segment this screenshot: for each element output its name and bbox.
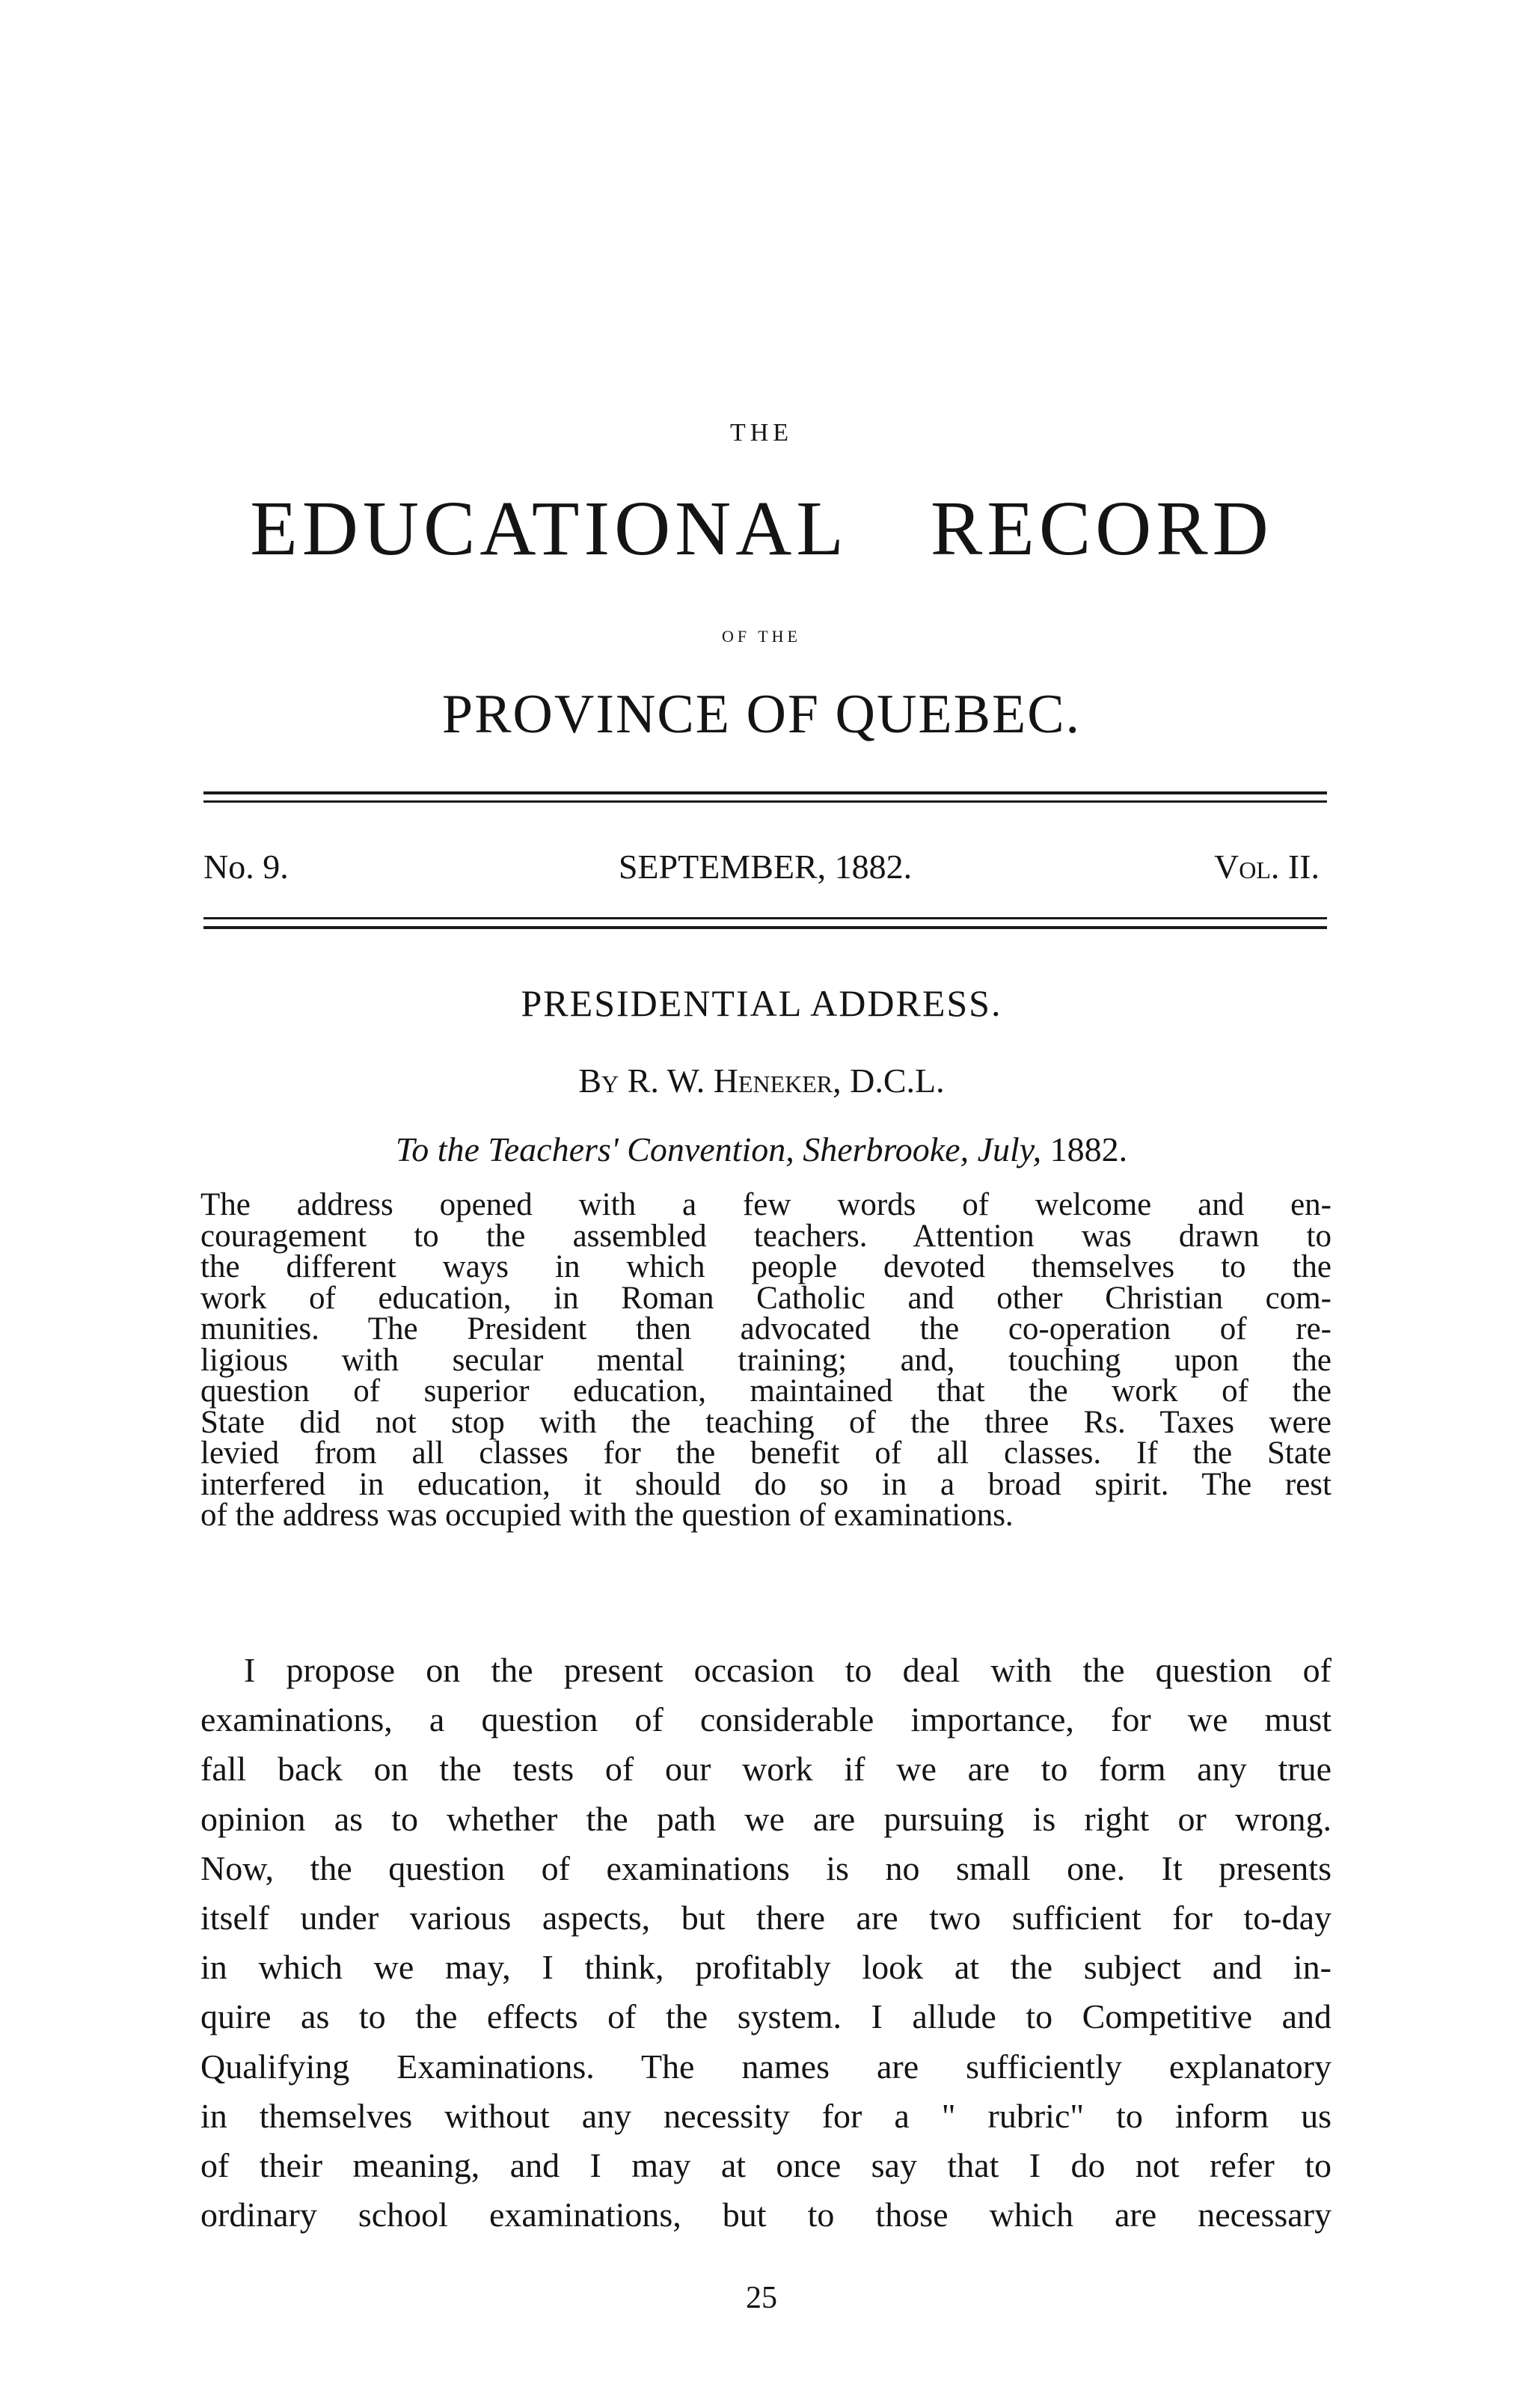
article-dedication bbox=[0, 1130, 1523, 1169]
issue-date: SEPTEMBER, 1882. bbox=[618, 848, 913, 886]
issue-volume: Vol. II. bbox=[1213, 848, 1320, 886]
dedication-year: 1882. bbox=[1049, 1130, 1128, 1168]
issue-number: No. 9. bbox=[203, 848, 289, 886]
body-line: ordinary school examinations, but to those which are necessary bbox=[200, 2196, 1332, 2234]
article-title: PRESIDENTIAL ADDRESS. bbox=[521, 982, 1002, 1024]
body-line: itself under various aspects, but there are two sufficient for to-day bbox=[200, 1899, 1332, 1937]
body-line: in themselves without any necessity for a " rubric" to inform us bbox=[200, 2096, 1332, 2135]
body-line: in which we may, I think, profitably look at the subject and in- bbox=[200, 1948, 1332, 1987]
summary-line: the different ways in which people devoted themselves to the bbox=[200, 1249, 1332, 1284]
body-line: examinations, a question of considerable importance, for we must bbox=[200, 1700, 1332, 1739]
byline-by: By bbox=[578, 1061, 619, 1100]
top-double-rule-lower bbox=[203, 800, 1327, 803]
summary-line: ligious with secular mental training; and, touching upon the bbox=[200, 1342, 1332, 1378]
masthead-of-the: OF THE bbox=[722, 627, 801, 646]
top-double-rule-upper bbox=[203, 791, 1327, 794]
issue-line bbox=[203, 847, 1327, 892]
dedication-text: To the Teachers' Convention, Sherbrooke, July, bbox=[395, 1130, 1042, 1168]
byline-initials: R. W. bbox=[627, 1061, 705, 1100]
summary-line: of the address was occupied with the question of examinations. bbox=[200, 1498, 1014, 1533]
body-line: Qualifying Examinations. The names are sufficiently explanatory bbox=[200, 2047, 1332, 2086]
masthead-province: PROVINCE OF QUEBEC. bbox=[441, 684, 1082, 745]
masthead-title bbox=[0, 485, 1523, 572]
summary-line: levied from all classes for the benefit of all classes. If the State bbox=[200, 1436, 1332, 1471]
summary-line: The address opened with a few words of welcome and en- bbox=[200, 1187, 1332, 1222]
article-byline bbox=[0, 1061, 1523, 1100]
body-line: of their meaning, and I may at once say that I do not refer to bbox=[200, 2146, 1332, 2185]
body-line: quire as to the effects of the system. I allude to Competitive and bbox=[200, 1997, 1332, 2036]
masthead-the: THE bbox=[729, 419, 794, 447]
body-paragraph bbox=[200, 1646, 1332, 2240]
summary-line: munities. The President then advocated the co-operation of re- bbox=[200, 1311, 1332, 1347]
summary-line: question of superior education, maintained that the work of the bbox=[200, 1373, 1332, 1409]
byline-degree: D.C.L. bbox=[850, 1061, 945, 1100]
masthead-title-left: EDUCATIONAL bbox=[250, 485, 848, 572]
summary-line: interfered in education, it should do so in a broad spirit. The rest bbox=[200, 1466, 1332, 1502]
masthead-title-right: RECORD bbox=[930, 485, 1273, 572]
summary-paragraph bbox=[200, 1189, 1332, 1531]
bottom-double-rule-lower bbox=[203, 926, 1327, 929]
summary-line: couragement to the assembled teachers. Attention was drawn to bbox=[200, 1218, 1332, 1254]
body-line: fall back on the tests of our work if we are to form any true bbox=[200, 1750, 1332, 1789]
body-line: opinion as to whether the path we are pursuing is right or wrong. bbox=[200, 1799, 1332, 1838]
summary-line: State did not stop with the teaching of the three Rs. Taxes were bbox=[200, 1404, 1332, 1440]
byline-surname: Heneker, bbox=[713, 1061, 842, 1100]
bottom-double-rule-upper bbox=[203, 917, 1327, 919]
body-line: Now, the question of examinations is no small one. It presents bbox=[200, 1848, 1332, 1887]
body-line: I propose on the present occasion to deal with the question of bbox=[244, 1651, 1332, 1689]
summary-line: work of education, in Roman Catholic and other Christian com- bbox=[200, 1280, 1332, 1316]
page-number: 25 bbox=[746, 2281, 777, 2315]
